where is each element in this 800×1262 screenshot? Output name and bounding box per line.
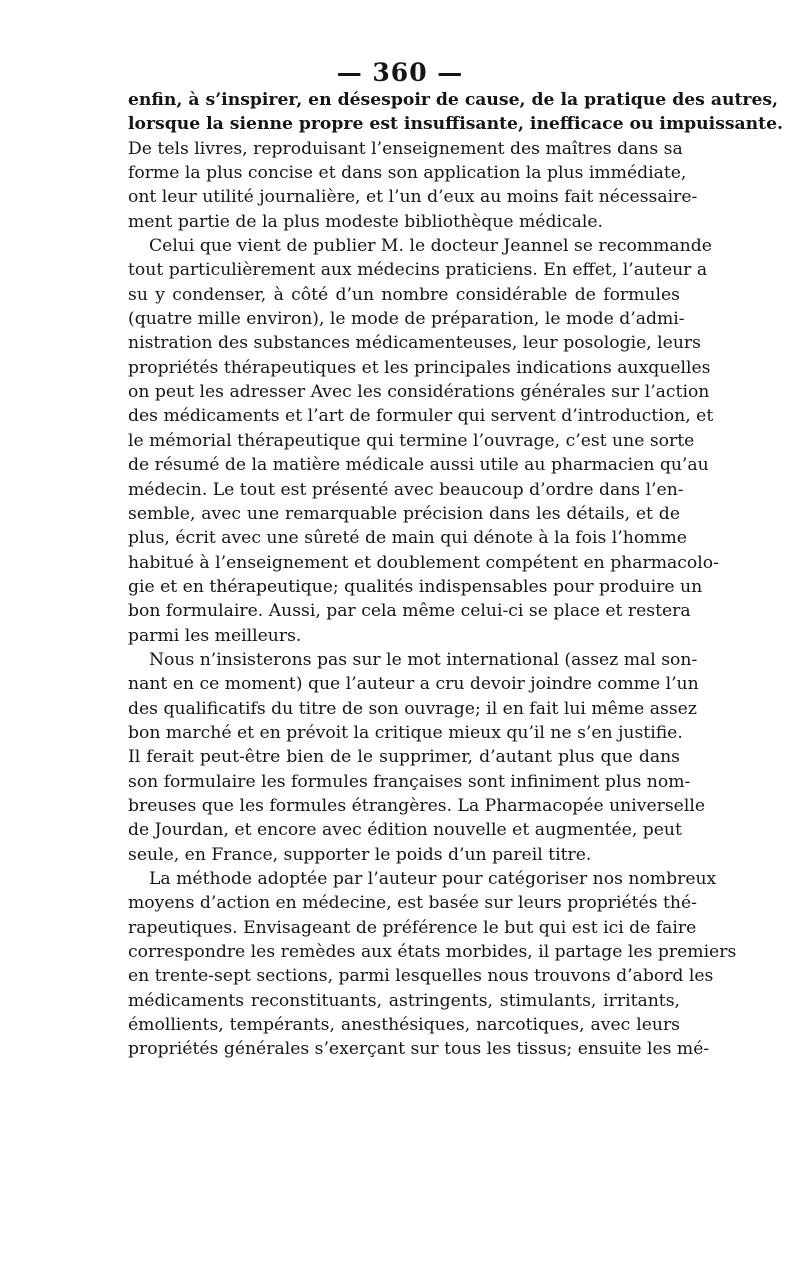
text-line: plus, écrit avec une sûreté de main qui dénote à la fois l’homme [128,528,687,549]
text-line: (quatre mille environ), le mode de préparation, le mode d’admi- [128,309,685,330]
text-line: nant en ce moment) que l’auteur a cru devoir joindre comme l’un [128,674,699,695]
text-line: émollients, tempérants, anesthésiques, narcotiques, avec leurs [128,1015,680,1036]
text-line: on peut les adresser Avec les considérations générales sur l’action [128,382,710,403]
page-number: — 360 — [336,58,464,87]
text-line: médicaments reconstituants, astringents, stimulants, irritants, [128,990,680,1011]
text-line: forme la plus concise et dans son application la plus immédiate, [128,163,687,184]
text-line: correspondre les remèdes aux états morbides, il partage les premiers [128,942,737,963]
text-line: Celui que vient de publier M. le docteur Jeannel se recommande [149,236,712,257]
text-line: breuses que les formules étrangères. La Pharmacopée universelle [128,795,705,816]
text-line: habitué à l’enseignement et doublement compétent en pharmacolo- [128,552,719,573]
text-line: son formulaire les formules françaises sont infiniment plus nom- [128,771,691,792]
text-line: médecin. Le tout est présenté avec beaucoup d’ordre dans l’en- [128,479,684,500]
text-line: le mémorial thérapeutique qui termine l’ouvrage, c’est une sorte [128,430,695,451]
text-line: en trente-sept sections, parmi lesquelles nous trouvons d’abord les [128,966,714,987]
text-line: De tels livres, reproduisant l’enseignement des maîtres dans sa [128,138,683,159]
text-line: propriétés générales s’exerçant sur tous les tissus; ensuite les mé- [128,1039,710,1060]
text-line: propriétés thérapeutiques et les principales indications auxquelles [128,357,711,378]
text-line: Il ferait peut-être bien de le supprimer, d’autant plus que dans [128,747,680,768]
text-line: seule, en France, supporter le poids d’un pareil titre. [128,844,592,865]
text-line: des médicaments et l’art de formuler qui servent d’introduction, et [128,406,714,427]
text-line: enfin, à s’inspirer, en désespoir de cause, de la pratique des autres, [128,90,779,110]
text-line: Nous n’insisterons pas sur le mot international (assez mal son- [149,649,698,670]
text-line: moyens d’action en médecine, est basée sur leurs propriétés thé- [128,893,697,914]
text-line: ment partie de la plus modeste bibliothèque médicale. [128,211,603,232]
text-line: su y condenser, à côté d’un nombre considérable de formules [128,284,680,305]
text-line: nistration des substances médicamenteuses, leur posologie, leurs [128,333,701,354]
body-text [128,88,784,1062]
text-line: tout particulièrement aux médecins praticiens. En effet, l’auteur a [128,260,708,281]
text-line: parmi les meilleurs. [128,625,302,646]
text-line: de Jourdan, et encore avec édition nouvelle et augmentée, peut [128,820,682,841]
text-line: des qualificatifs du titre de son ouvrage; il en fait lui même assez [128,698,697,719]
text-line: ont leur utilité journalière, et l’un d’eux au moins fait nécessaire- [128,187,698,208]
text-line: bon formulaire. Aussi, par cela même celui-ci se place et restera [128,601,691,622]
text-line: lorsque la sienne propre est insuffisante, inefficace ou impuissante. [128,114,784,135]
text-line: La méthode adoptée par l’auteur pour catégoriser nos nombreux [149,869,717,889]
text-line: bon marché et en prévoit la critique mieux qu’il ne s’en justifie. [128,722,683,743]
text-line: gie et en thérapeutique; qualités indispensables pour produire un [128,576,703,597]
text-line: rapeutiques. Envisageant de préférence le but qui est ici de faire [128,917,697,938]
text-line: semble, avec une remarquable précision dans les détails, et de [128,503,680,524]
text-line: de résumé de la matière médicale aussi utile au pharmacien qu’au [128,455,709,476]
